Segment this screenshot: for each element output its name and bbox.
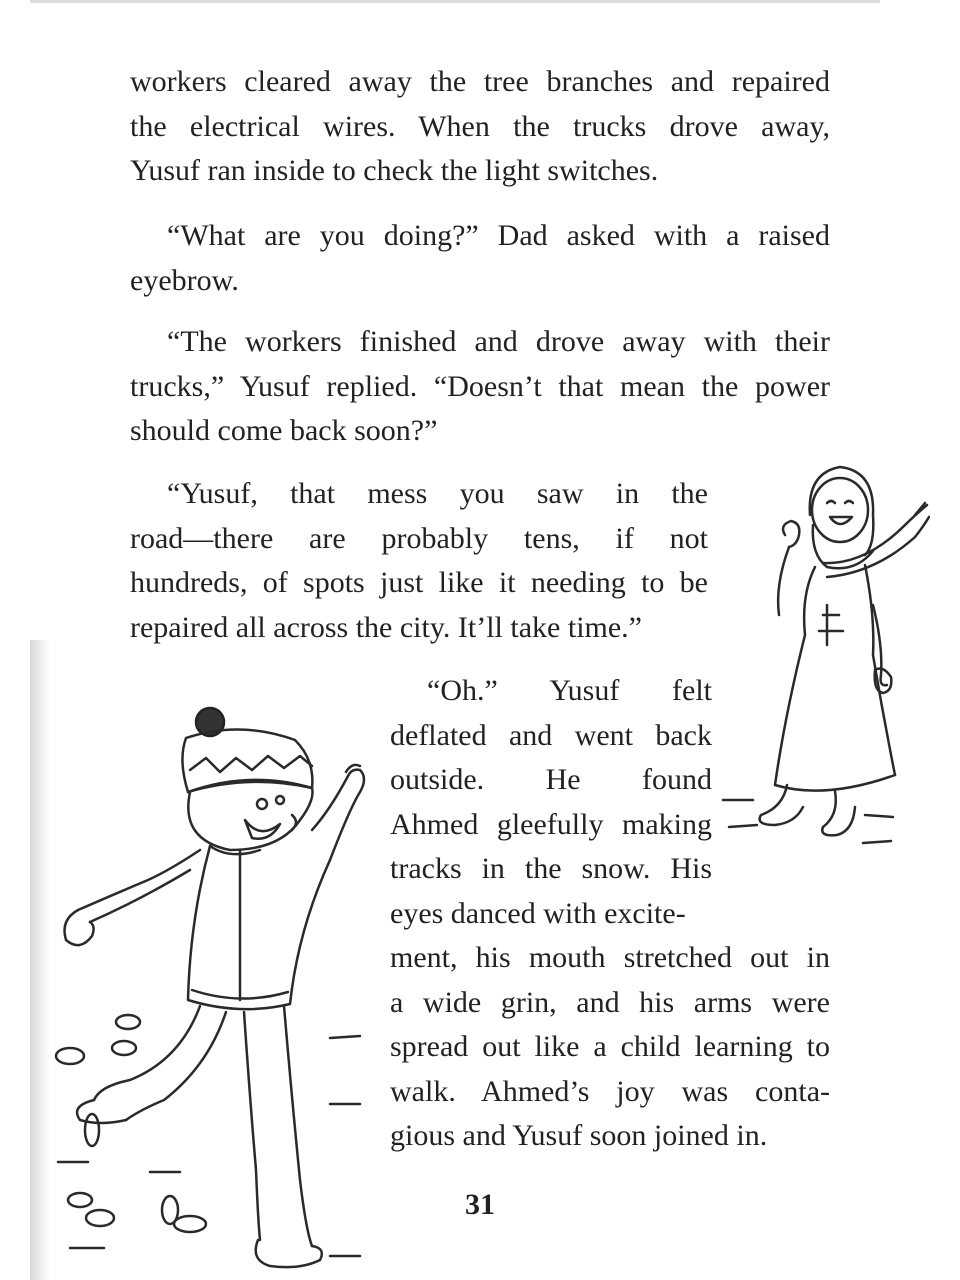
text-line: repaired all across the city. It’ll take time.”	[130, 610, 642, 644]
text-line: eyes danced with excite-	[390, 896, 686, 930]
text-line: workers cleared away the tree branches and repaired	[130, 65, 830, 98]
text-line: gious and Yusuf soon joined in.	[390, 1119, 768, 1152]
text-line: eyebrow.	[130, 263, 239, 297]
text-line: hundreds, of spots just like it needing to be	[130, 566, 708, 599]
text-line: deflated and went back	[390, 718, 712, 752]
page-number: 31	[465, 1188, 495, 1221]
paragraph-5	[390, 669, 830, 1159]
text-line: ment, his mouth stretched out in	[390, 941, 830, 974]
paragraph-2	[130, 214, 830, 303]
page-top-edge	[30, 0, 880, 3]
paragraph-4	[130, 472, 708, 650]
text-line: tracks in the snow. His	[390, 852, 712, 885]
text-line: “Yusuf, that mess you saw in the	[167, 477, 708, 510]
text-line: “The workers finished and drove away with their	[167, 325, 830, 358]
text-line: “Oh.” Yusuf felt	[427, 674, 712, 707]
boy-in-winter-hat-icon	[30, 700, 370, 1280]
text-line: outside. He found	[390, 763, 712, 796]
text-line: walk. Ahmed’s joy was conta-	[390, 1074, 830, 1108]
text-line: “What are you doing?” Dad asked with a raised	[167, 219, 830, 252]
text-line: the electrical wires. When the trucks drove away,	[130, 109, 830, 143]
text-line: spread out like a child learning to	[390, 1030, 830, 1063]
text-line: Yusuf ran inside to check the light switches.	[130, 154, 659, 187]
text-line: a wide grin, and his arms were	[390, 985, 830, 1019]
text-line: should come back soon?”	[130, 414, 438, 447]
text-line: Ahmed gleefully making	[390, 807, 712, 841]
paragraph-1	[130, 60, 830, 194]
paragraph-3	[130, 320, 830, 454]
text-line: trucks,” Yusuf replied. “Doesn’t that mean the power	[130, 369, 830, 403]
text-line: road—there are probably tens, if not	[130, 521, 708, 555]
